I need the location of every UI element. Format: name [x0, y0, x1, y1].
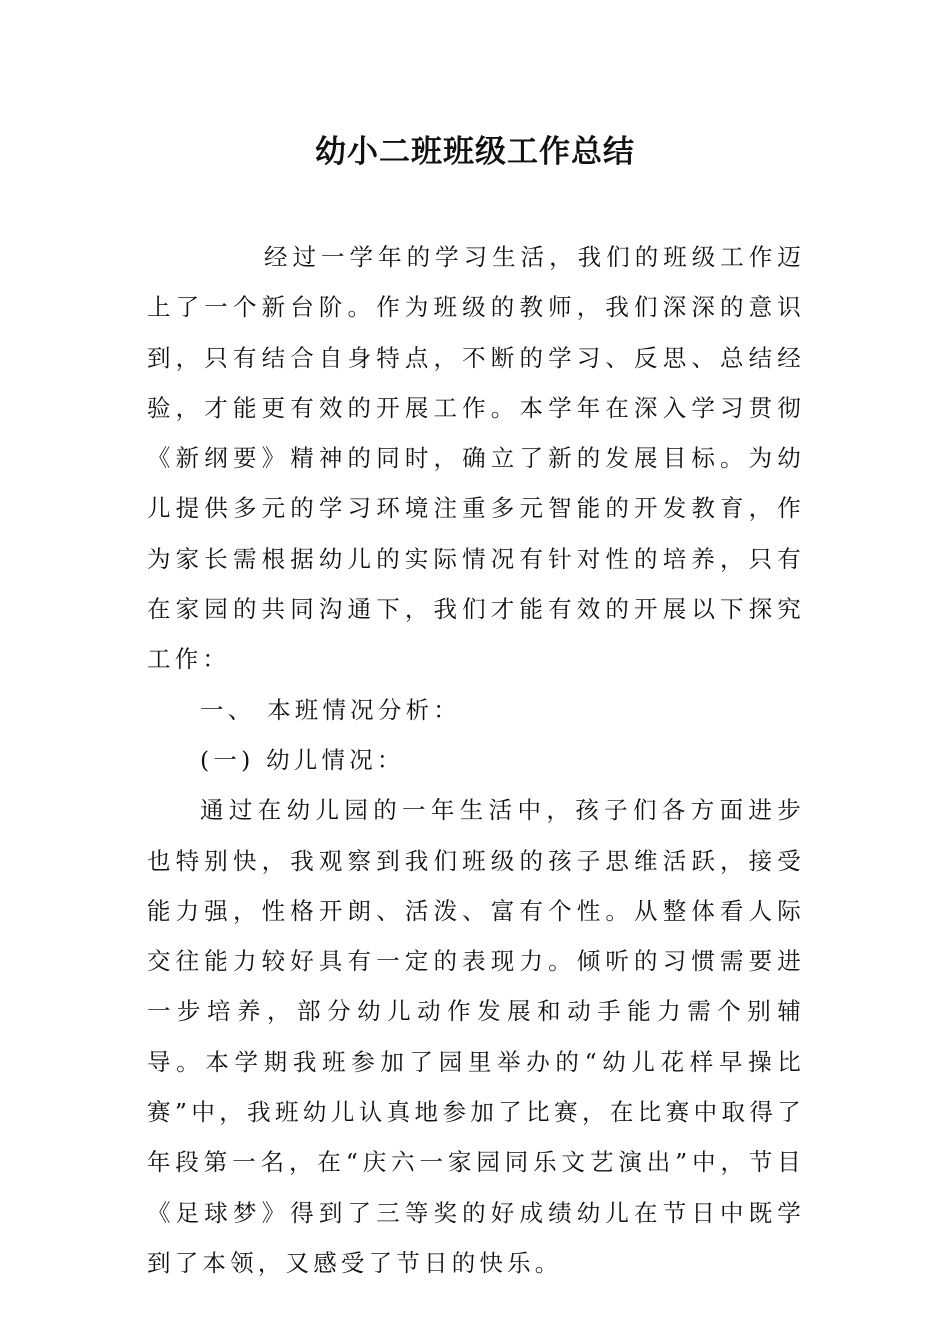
- document-body: [147, 232, 805, 1288]
- intro-paragraph: 经过一学年的学习生活，我们的班级工作迈上了一个新台阶。作为班级的教师，我们深深的意识到，只有结合自身特点，不断的学习、反思、总结经验，才能更有效的开展工作。本学年在深入学习贯彻《新纲要》精神的同时，确立了新的发展目标。为幼儿提供多元的学习环境注重多元智能的开发教育，作为家长需根据幼儿的实际情况有针对性的培养，只有在家园的共同沟通下，我们才能有效的开展以下探究工作：: [147, 243, 805, 674]
- document-title: 幼小二班班级工作总结: [315, 134, 635, 170]
- subsection-heading: (一) 幼儿情况：: [200, 745, 405, 774]
- section-heading: 一、 本班情况分析：: [200, 695, 461, 724]
- children-situation-paragraph: 通过在幼儿园的一年生活中，孩子们各方面进步也特别快，我观察到我们班级的孩子思维活跃，接受能力强，性格开朗、活泼、富有个性。从整体看人际交往能力较好具有一定的表现力。倾听的习惯需要进一步培养，部分幼儿动作发展和动手能力需个别辅导。本学期我班参加了园里举办的“幼儿花样早操比赛”中，我班幼儿认真地参加了比赛，在比赛中取得了年段第一名，在“庆六一家园同乐文艺演出”中，节目《足球梦》得到了三等奖的好成绩幼儿在节日中既学到了本领，又感受了节日的快乐。: [147, 796, 805, 1277]
